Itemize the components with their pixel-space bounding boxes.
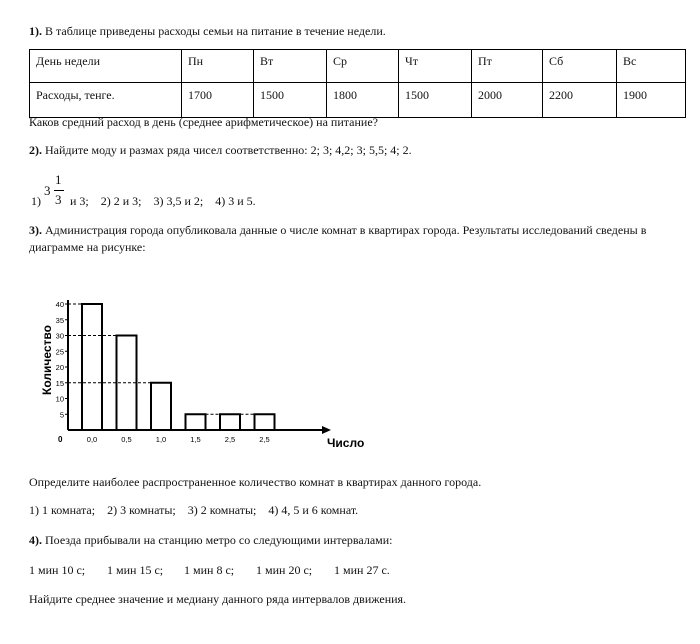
x-tick-label: 0,0 <box>86 435 98 444</box>
fraction-denominator: 3 <box>55 192 62 207</box>
y-tick-label: 10 <box>55 394 64 404</box>
interval-item: 1 мин 27 с. <box>334 563 390 577</box>
task1-heading <box>29 24 386 39</box>
expenses-table <box>29 49 686 118</box>
task3-number: 3). <box>29 223 42 237</box>
table-day-cell: Вс <box>617 50 686 83</box>
task2-answer-prefix: 1) <box>31 194 41 208</box>
bar <box>220 414 240 430</box>
x-axis-title: Число <box>327 436 365 450</box>
task2-number: 2). <box>29 143 42 157</box>
x-tick-label: 1,0 <box>155 435 167 444</box>
y-tick-label: 5 <box>59 410 64 420</box>
task4-number: 4). <box>29 533 42 547</box>
bar <box>255 414 275 430</box>
fraction-bar <box>54 190 64 191</box>
table-value-cell: 1800 <box>327 83 399 118</box>
task3-text-line2: диаграмме на рисунке: <box>29 240 146 254</box>
task3-question: Определите наиболее распространенное количество комнат в квартирах данного города. <box>29 475 482 489</box>
task4-text: Поезда прибывали на станцию метро со следующими интервалами: <box>45 533 393 547</box>
table-day-cell: Пн <box>182 50 254 83</box>
table-value-cell: 2200 <box>543 83 617 118</box>
table-values-row <box>30 83 686 118</box>
table-day-cell: Ср <box>327 50 399 83</box>
mixed-fraction <box>44 174 68 208</box>
interval-item: 1 мин 15 с; <box>107 563 164 577</box>
task2-answers: и 3; 2) 2 и 3; 3) 3,5 и 2; 4) 3 и 5. <box>70 194 256 208</box>
table-header-row <box>30 50 686 83</box>
bar <box>186 414 206 430</box>
y-tick-label: 25 <box>55 347 64 357</box>
table-value-cell: 2000 <box>472 83 543 118</box>
bar <box>151 383 171 430</box>
table-day-cell: Вт <box>254 50 327 83</box>
table-day-cell: Сб <box>543 50 617 83</box>
x-tick-label: 2,5 <box>259 435 270 444</box>
y-tick-label: 35 <box>55 315 64 325</box>
table-value-cell: 1700 <box>182 83 254 118</box>
task1-text: В таблице приведены расходы семьи на питание в течение недели. <box>45 24 386 38</box>
interval-item: 1 мин 20 с; <box>256 563 313 577</box>
task3-heading <box>29 223 646 238</box>
table-day-cell: Чт <box>399 50 472 83</box>
y-tick-label: 15 <box>55 378 64 388</box>
interval-item: 1 мин 8 с; <box>184 563 235 577</box>
task4-heading <box>29 533 393 548</box>
table-day-cell: Пт <box>472 50 543 83</box>
interval-list <box>29 563 390 578</box>
origin-label: 0 <box>58 435 63 444</box>
x-axis-arrow <box>322 426 331 434</box>
table-row-label: Расходы, тенге. <box>30 83 182 118</box>
table-header-label: День недели <box>30 50 182 83</box>
y-axis-title: Количество <box>40 325 54 395</box>
task2-heading <box>29 143 412 158</box>
task1-number: 1). <box>29 24 42 38</box>
interval-item: 1 мин 10 с; <box>29 563 86 577</box>
task3-answers: 1) 1 комната; 2) 3 комнаты; 3) 2 комнаты; 4) 4, 5 и 6 комнат. <box>29 503 359 517</box>
task1-question: Каков средний расход в день (среднее арифметическое) на питание? <box>29 115 378 129</box>
task3-text-line1: Администрация города опубликовала данные о числе комнат в квартирах города. Результаты исследований сведены в <box>45 223 647 237</box>
task2-text: Найдите моду и размах ряда чисел соответственно: 2; 3; 4,2; 3; 5,5; 4; 2. <box>45 143 412 157</box>
x-tick-label: 1,5 <box>190 435 201 444</box>
x-tick-label: 2,5 <box>224 435 236 444</box>
bar <box>82 304 102 430</box>
fraction-whole: 3 <box>44 183 51 198</box>
y-tick-label: 40 <box>55 300 64 309</box>
y-tick-label: 20 <box>55 363 64 372</box>
table-value-cell: 1900 <box>617 83 686 118</box>
table-value-cell: 1500 <box>399 83 472 118</box>
x-tick-label: 0,5 <box>121 435 132 444</box>
fraction-numerator: 1 <box>55 172 62 187</box>
table-value-cell: 1500 <box>254 83 327 118</box>
rooms-bar-chart <box>40 290 380 455</box>
y-tick-label: 30 <box>55 331 64 341</box>
task4-question: Найдите среднее значение и медиану данного ряда интервалов движения. <box>29 592 407 606</box>
